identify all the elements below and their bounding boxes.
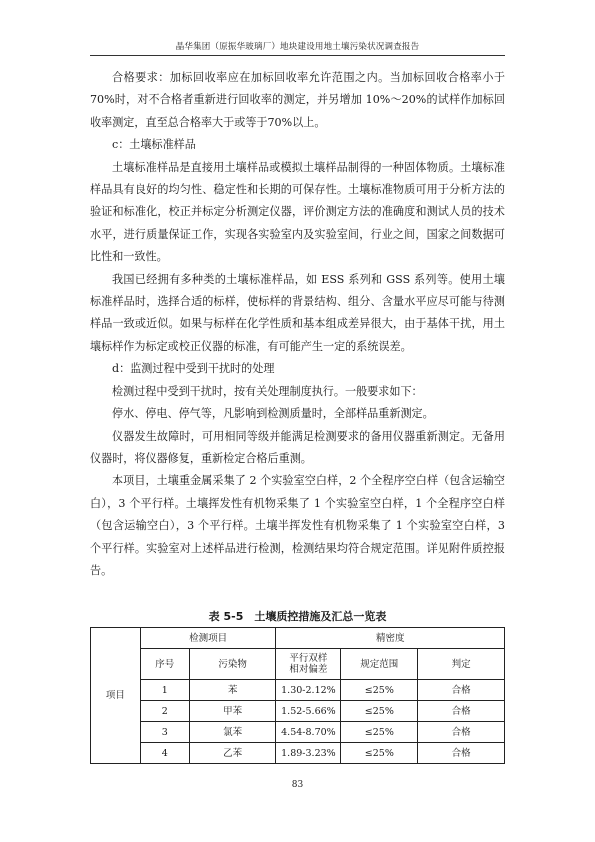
- page-number: 83: [291, 780, 304, 790]
- subheading-soil-standard-sample: c：土壤标准样品: [112, 138, 196, 152]
- cell-deviation: 1.89-3.23%: [276, 743, 341, 764]
- cell-pollutant: 氯苯: [189, 722, 276, 743]
- cell-deviation: 1.30-2.12%: [276, 680, 341, 701]
- cell-judgement: 合格: [418, 743, 505, 764]
- paragraph-standard-series: 我国已经拥有多种类的土壤标准样品，如 ESS 系列和 GSS 系列等。使用土壤标准样品时，选择合适的标样，使标样的背景结构、组分、含量水平应尽可能与待测样品一致或近似。如果与标样在化学性质和基本组成差异很大，由于基体干扰，用土壤标样作为标定或校正仪器的标准，有可能产生一定的系统误差。: [90, 272, 505, 353]
- cell-judgement: 合格: [418, 722, 505, 743]
- cell-deviation: 1.52-5.66%: [276, 701, 341, 722]
- table-row: [91, 722, 505, 743]
- cell-range: ≤25%: [341, 680, 418, 701]
- cell-pollutant: 苯: [189, 680, 276, 701]
- table-title: 表 5-5 土壤质控措施及汇总一览表: [208, 610, 387, 623]
- subheading-interference-handling: d：监测过程中受到干扰时的处理: [112, 362, 275, 376]
- cell-range: ≤25%: [341, 701, 418, 722]
- cell-index: 1: [140, 680, 189, 701]
- paragraph-interference-general: 检测过程中受到干扰时，按有关处理制度执行。一般要求如下：: [112, 384, 423, 398]
- group-header-precision: 精密度: [276, 628, 505, 649]
- col-header-index: 序号: [140, 649, 189, 680]
- group-header-test-item: 检测项目: [140, 628, 276, 649]
- cell-range: ≤25%: [341, 743, 418, 764]
- table-row: [91, 743, 505, 764]
- row-label-cell: 项目: [91, 628, 141, 764]
- cell-index: 2: [140, 701, 189, 722]
- col-header-relative-deviation-text: 平行双样相对偏差: [289, 653, 328, 675]
- paragraph-instrument-failure: 仪器发生故障时，可用相同等级并能满足检测要求的备用仪器重新测定。无备用仪器时，将仪器修复，重新检定合格后重测。: [90, 429, 505, 465]
- table-row: [91, 680, 505, 701]
- cell-range: ≤25%: [341, 722, 418, 743]
- qc-summary-table: [90, 627, 505, 764]
- running-header: 晶华集团（原振华玻璃厂）地块建设用地土壤污染状况调查报告: [175, 42, 420, 52]
- table-column-header-row: [91, 649, 505, 680]
- paragraph-power-outage: 停水、停电、停气等，凡影响到检测质量时，全部样品重新测定。: [112, 407, 434, 421]
- table-row: [91, 701, 505, 722]
- paragraph-soil-standard-sample: 土壤标准样品是直接用土壤样品或模拟土壤样品制得的一种固体物质。土壤标准样品具有良好的均匀性、稳定性和长期的可保存性。土壤标准物质可用于分析方法的验证和标准化，校正并标定分析测定仪器，评价测定方法的准确度和测试人员的技术水平，进行质量保证工作，实现各实验室内及实验室间，行业之间，国家之间数据可比性和一致性。: [90, 160, 505, 264]
- col-header-relative-deviation: [276, 649, 341, 680]
- body-text: [90, 67, 505, 582]
- header-rule: [90, 55, 505, 56]
- cell-judgement: 合格: [418, 680, 505, 701]
- paragraph-recovery-requirement: 合格要求：加标回收率应在加标回收率允许范围之内。当加标回收合格率小于70%时，对不合格者重新进行回收率的测定，并另增加 10%～20%的试样作加标回收率测定，直至总合格率大于或等于70%以上。: [90, 71, 505, 129]
- cell-judgement: 合格: [418, 701, 505, 722]
- cell-pollutant: 乙苯: [189, 743, 276, 764]
- cell-pollutant: 甲苯: [189, 701, 276, 722]
- cell-index: 3: [140, 722, 189, 743]
- cell-index: 4: [140, 743, 189, 764]
- col-header-range: 规定范围: [341, 649, 418, 680]
- table-group-header-row: [91, 628, 505, 649]
- col-header-pollutant: 污染物: [189, 649, 276, 680]
- paragraph-project-samples: 本项目，土壤重金属采集了 2 个实验室空白样，2 个全程序空白样（包含运输空白），3 个平行样。土壤挥发性有机物采集了 1 个实验室空白样，1 个全程序空白样（包含运输空白），3 个平行样。土壤半挥发性有机物采集了 1 个实验室空白样，3 个平行样。实验室对上述样品进行检测，检测结果均符合规定范围。详见附件质控报告。: [90, 474, 505, 577]
- cell-deviation: 4.54-8.70%: [276, 722, 341, 743]
- col-header-judgement: 判定: [418, 649, 505, 680]
